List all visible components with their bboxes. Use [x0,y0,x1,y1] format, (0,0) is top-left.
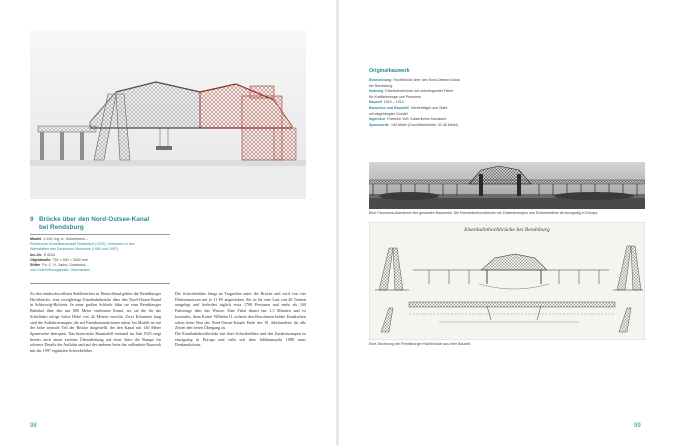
info-value: 1910 – 1913 [383,100,404,105]
info-continuation: mit abgehängter Gondel [369,111,408,116]
info-key: Ingenieur [369,117,386,122]
info-key: Bezeichnung [369,78,392,82]
info-key: Nutzung [369,89,384,94]
technical-drawing [369,222,645,340]
info-heading: Originalbauwerk [369,68,410,74]
metadata-value: 1:100, Ing. A. Schuhmann – [43,237,88,241]
info-value: 140 Meter (Durchfahrtshöhe: 42,48 Meter) [390,122,459,127]
object-metadata [30,237,170,273]
body-paragraph: Zu den eindrucksvollsten Stahlbrücken in Deutschland gehört die Rendsburger Hochbrücke, eine zweigleisige Eisenbahnbrücke über den Nord-Ostsee-Kanal in Schleswig-Holstein. In einer großen Schleife führt sie vom Rendsburger Bahnhof über den nur 800 Meter entfernten Kanal, wo sie die für die Schifffahrt nötige lichte Höhe von 42 Metern erreicht. Zwei Kilometer lang sind die Auffahrtsrampen, die auf Eisenkonstruktionen ruhen. Im Modell ist nur der hohe zentrale Teil der Brücke dargestellt, der den Kanal mit 140 Meter Spannweite überquert. Das historische Baumodell entstand im Jahr 1925 zeigt bereits auch einen zweiten Überarbeitung auf einer Seite die Rampe für schwere Details der Auffahrt und auf der anderen Seite das vollendete Bauwerk mit der 1997 ergänzten Schwebefähre. [30,291,161,354]
body-text-column-2 [175,291,306,348]
info-continuation: für Kraftfahrzeuge und Personen [369,94,422,99]
info-row [369,123,519,129]
metadata-continuation: Werkstätten des Deutschen Museums (1959 und 1997) [30,247,119,252]
panorama-caption: Eine Panorama-Aufnahme des gesamten Bauwerks: Die Eisenbahnhochbrücke mit Zufahrtsrampen und Schwebefähre ist einzigartig in Europa. [369,211,599,215]
metadata-key: Objektmaße [30,257,51,262]
info-key: Bauweise und Baustoff [369,105,409,110]
metadata-key: Stifter [30,263,41,268]
panorama-illustration [369,162,645,209]
bridge-model-photo [30,30,306,199]
info-continuation: bei Rendsburg [369,83,393,88]
drawing-title: Eisenbahnhochbrücke bei Rendsburg [464,228,550,233]
panorama-photo [369,162,645,209]
info-value: Eisenbahnbrücke mit unterliegender Fähre [385,89,454,94]
technical-drawing-illustration [369,222,645,340]
original-structure-info [369,78,519,128]
metadata-value: 750 × 400 × 3400 mm [52,257,88,262]
caption-title: Brücke über den Nord-Ostsee-Kanal bei Rendsburg [39,216,150,231]
info-value: Gerberträger aus Stahl [410,105,448,110]
info-value: Hochbrücke über den Nord-Ostsee-Kanal [393,78,460,82]
body-paragraph: Die Schwebefähre hängt an Tragseilen unter der Brücke und wird von vier Elektromotoren mit je 11 PS angetrieben. Sie ist für eine Last von 40 Tonnen ausgelegt und befördert täglich etwa 1700 Personen und mehr als 100 Fahrzeuge über das Wasser. Eine Fahrt dauert nur 1,5 Minuten und ist kostenlos, denn Kaiser Wilhelm II. sicherte den Bewohnern beider Kanalseiten schon beim Bau des Nord-Ostsee-Kanals Ende des 19. Jahrhunderts für alle Zeiten den freien Übergang zu. Die Eisenbahnhochbrücke mit ihrer Schwebefähre und den Zufahrtsrampen ist einzigartig in Europa und steht seit dem Jubiläumsjahr 1988 unter Denkmalschutz. [175,291,306,348]
caption-rule-bottom [30,283,170,284]
caption-number: 9 [30,216,34,223]
metadata-key: Inv.-Nr. [30,252,42,257]
metadata-continuation: Rheinische Modellbauanstalt Düsseldorf (1925); Umbauten in den [30,242,135,247]
metadata-continuation: und Gutehoffnungshütte, Oberhausen [30,268,91,273]
drawing-caption: Eine Zeichnung der Rendsburger Hochbrücke aus ihrer Bauzeit. [369,342,472,346]
info-key: Spannweite [369,122,389,127]
metadata-value: 5 4244 [43,252,55,257]
page-number-left: 98 [30,423,37,429]
page-number-right: 99 [634,423,641,429]
bridge-model-illustration [30,30,306,199]
info-key: Bauzeit [369,100,382,105]
body-text-column-1 [30,291,161,354]
metadata-key: Modell [30,237,42,241]
metadata-value: Fa. C. H. Jucho, Dortmund, [42,263,87,268]
info-value: Friedrich Voß, Kaiserliches Kanalamt [387,117,447,122]
caption-rule-top [30,234,170,235]
page-gutter [336,0,339,445]
